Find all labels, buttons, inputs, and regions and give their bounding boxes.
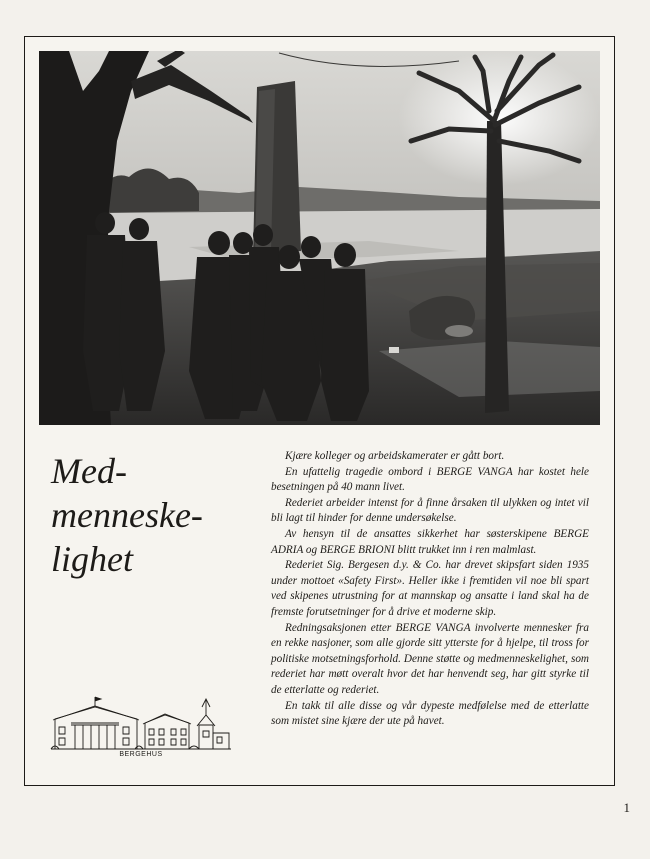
heading-line-3: lighet [51, 539, 133, 579]
logo-caption: BERGEHUS [119, 751, 163, 758]
paragraph-5: Rederiet Sig. Bergesen d.y. & Co. har drevet skipsfart siden 1935 under mottoet «Safety First». Heller ikke i fremtiden vil noe bli spart ved skipenes utrustning for at mannskap og ansatte i land skal ha de fremste forutsetninger for å drive et moderne skip. [271, 559, 589, 618]
memorial-stone-photo-icon [39, 51, 600, 425]
heading-line-2: menneske- [51, 495, 203, 535]
article-frame [24, 36, 615, 786]
paragraph-4: Av hensyn til de ansattes sikkerhet har søsterskipene BERGE ADRIA og BERGE BRIONI blitt trukket inn i ren malmlast. [271, 527, 589, 556]
article-heading [51, 449, 261, 581]
paragraph-6: Redningsaksjonen etter BERGE VANGA involverte mennesker fra en rekke nasjoner, som alle gjorde sitt ytterste for å hjelpe, til tross for politiske motsetningsforhold. Denne støtte og medmenneskelighet, som rederiet har møtt overalt hvor det har henvendt seg, har gitt styrke til de etterlatte og rederiet. [271, 621, 589, 696]
paragraph-1: Kjære kolleger og arbeidskamerater er gått bort. [285, 450, 505, 462]
heading-line-1: Med- [51, 451, 127, 491]
paragraph-3: Rederiet arbeider intenst for å finne årsaken til ulykken og intet vil bli lagt til hinder for denne undersøkelse. [271, 496, 589, 525]
paragraph-2: En ufattelig tragedie ombord i BERGE VANGA har kostet hele besetningen på 40 mann livet. [271, 465, 589, 494]
article-body [271, 449, 589, 730]
memorial-photo [39, 51, 600, 425]
paragraph-7: En takk til alle disse og vår dypeste medfølelse med de etterlatte som mistet sine kjære der ute på havet. [271, 699, 589, 728]
page-number: 1 [623, 800, 630, 815]
